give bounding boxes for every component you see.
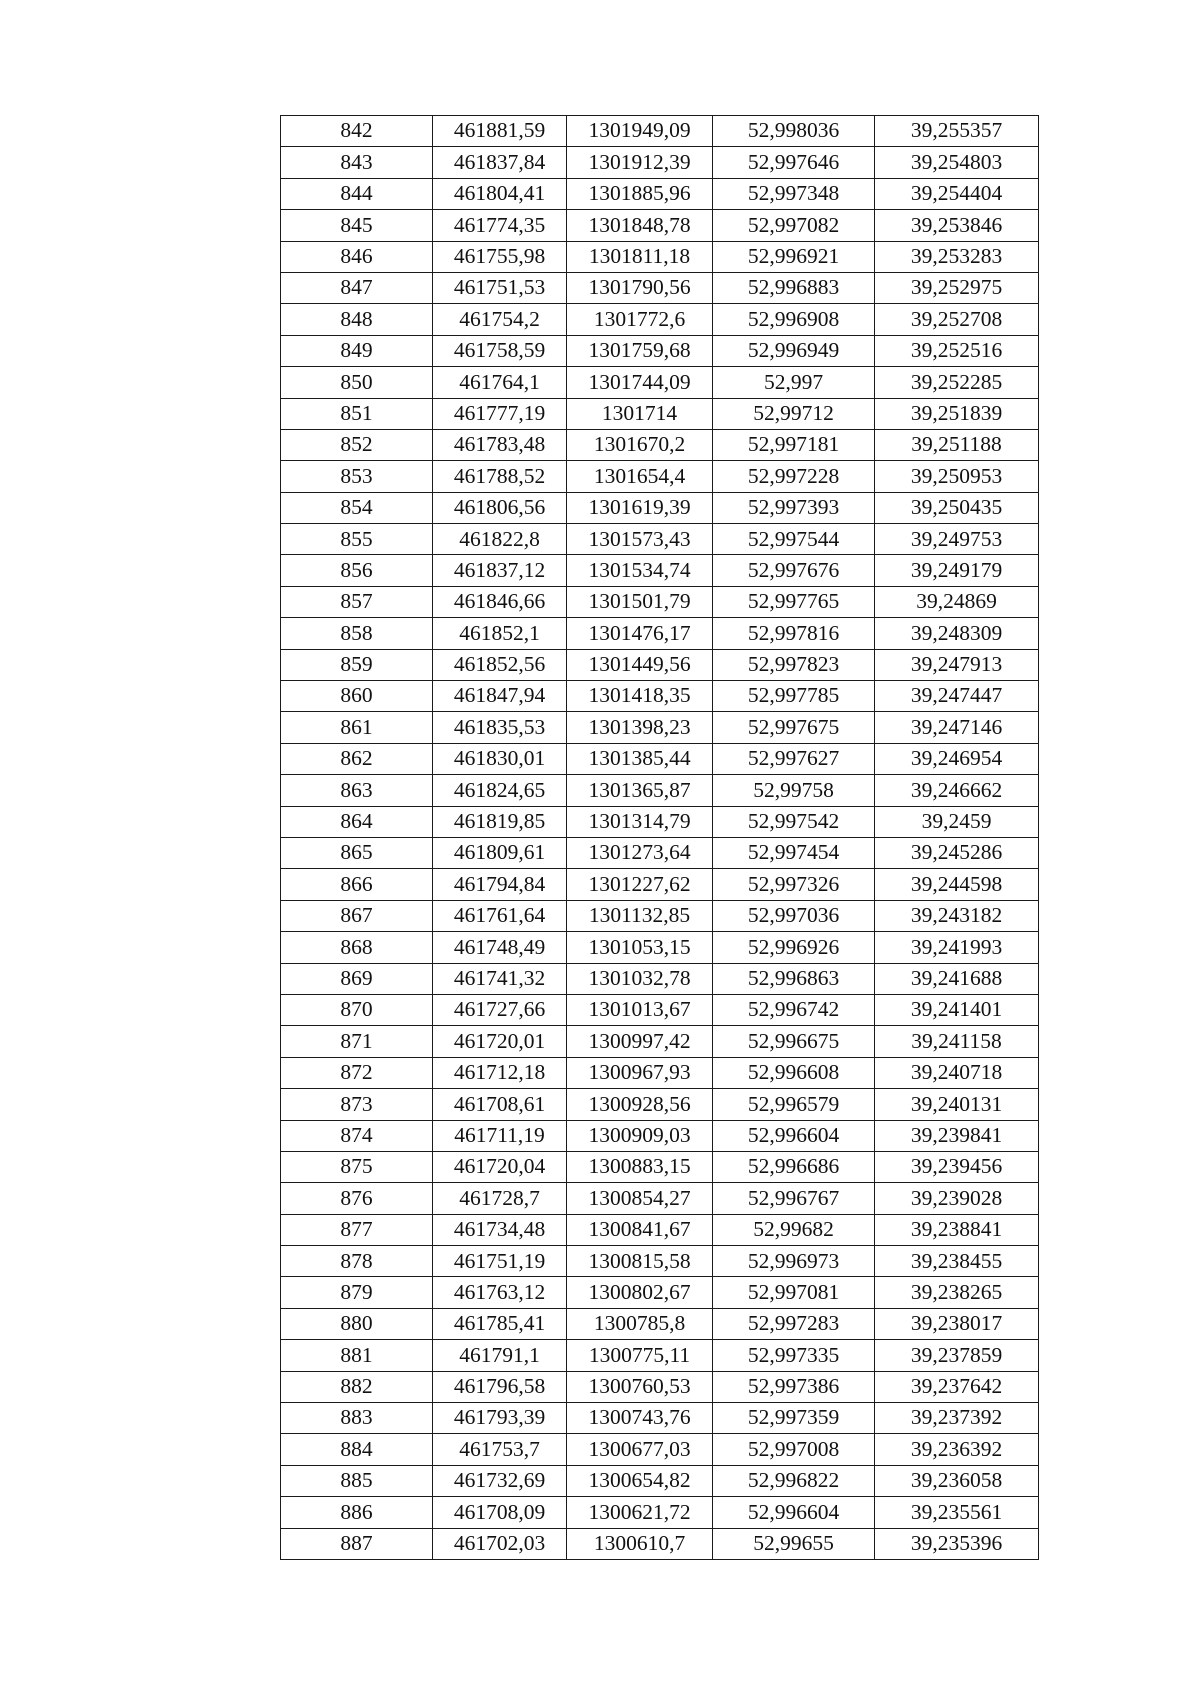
table-row <box>281 1308 1039 1339</box>
table-row <box>281 1214 1039 1245</box>
point-number-cell: 856 <box>281 555 433 586</box>
table-row <box>281 743 1039 774</box>
x-coordinate-cell: 461809,61 <box>433 837 567 868</box>
table-row <box>281 398 1039 429</box>
latitude-cell: 52,996921 <box>713 241 875 272</box>
latitude-cell: 52,997676 <box>713 555 875 586</box>
x-coordinate-cell: 461734,48 <box>433 1214 567 1245</box>
latitude-cell: 52,99655 <box>713 1528 875 1559</box>
x-coordinate-cell: 461852,1 <box>433 618 567 649</box>
x-coordinate-cell: 461748,49 <box>433 932 567 963</box>
x-coordinate-cell: 461755,98 <box>433 241 567 272</box>
x-coordinate-cell: 461763,12 <box>433 1277 567 1308</box>
table-row <box>281 1120 1039 1151</box>
x-coordinate-cell: 461712,18 <box>433 1057 567 1088</box>
latitude-cell: 52,996686 <box>713 1151 875 1182</box>
longitude-cell: 39,241401 <box>875 994 1039 1025</box>
latitude-cell: 52,997335 <box>713 1340 875 1371</box>
y-coordinate-cell: 1300883,15 <box>567 1151 713 1182</box>
y-coordinate-cell: 1300785,8 <box>567 1308 713 1339</box>
x-coordinate-cell: 461806,56 <box>433 492 567 523</box>
latitude-cell: 52,99682 <box>713 1214 875 1245</box>
point-number-cell: 845 <box>281 210 433 241</box>
longitude-cell: 39,239456 <box>875 1151 1039 1182</box>
point-number-cell: 879 <box>281 1277 433 1308</box>
longitude-cell: 39,253846 <box>875 210 1039 241</box>
longitude-cell: 39,241993 <box>875 932 1039 963</box>
x-coordinate-cell: 461794,84 <box>433 869 567 900</box>
longitude-cell: 39,254803 <box>875 147 1039 178</box>
point-number-cell: 874 <box>281 1120 433 1151</box>
y-coordinate-cell: 1301398,23 <box>567 712 713 743</box>
longitude-cell: 39,240131 <box>875 1089 1039 1120</box>
latitude-cell: 52,997283 <box>713 1308 875 1339</box>
longitude-cell: 39,239028 <box>875 1183 1039 1214</box>
y-coordinate-cell: 1301534,74 <box>567 555 713 586</box>
longitude-cell: 39,238841 <box>875 1214 1039 1245</box>
y-coordinate-cell: 1300841,67 <box>567 1214 713 1245</box>
longitude-cell: 39,238017 <box>875 1308 1039 1339</box>
y-coordinate-cell: 1301449,56 <box>567 649 713 680</box>
table-row <box>281 555 1039 586</box>
point-number-cell: 850 <box>281 367 433 398</box>
longitude-cell: 39,246954 <box>875 743 1039 774</box>
table-row <box>281 932 1039 963</box>
table-row <box>281 1277 1039 1308</box>
x-coordinate-cell: 461761,64 <box>433 900 567 931</box>
x-coordinate-cell: 461732,69 <box>433 1465 567 1496</box>
point-number-cell: 873 <box>281 1089 433 1120</box>
y-coordinate-cell: 1301949,09 <box>567 116 713 147</box>
longitude-cell: 39,253283 <box>875 241 1039 272</box>
longitude-cell: 39,251188 <box>875 429 1039 460</box>
longitude-cell: 39,243182 <box>875 900 1039 931</box>
table-row <box>281 1057 1039 1088</box>
x-coordinate-cell: 461791,1 <box>433 1340 567 1371</box>
latitude-cell: 52,997181 <box>713 429 875 460</box>
table-row <box>281 304 1039 335</box>
x-coordinate-cell: 461727,66 <box>433 994 567 1025</box>
latitude-cell: 52,997393 <box>713 492 875 523</box>
table-row <box>281 1371 1039 1402</box>
point-number-cell: 857 <box>281 586 433 617</box>
longitude-cell: 39,238265 <box>875 1277 1039 1308</box>
longitude-cell: 39,247447 <box>875 681 1039 712</box>
y-coordinate-cell: 1300854,27 <box>567 1183 713 1214</box>
x-coordinate-cell: 461774,35 <box>433 210 567 241</box>
latitude-cell: 52,997359 <box>713 1403 875 1434</box>
coordinates-table <box>280 115 1039 1560</box>
latitude-cell: 52,996767 <box>713 1183 875 1214</box>
y-coordinate-cell: 1301273,64 <box>567 837 713 868</box>
x-coordinate-cell: 461788,52 <box>433 461 567 492</box>
point-number-cell: 886 <box>281 1497 433 1528</box>
y-coordinate-cell: 1300775,11 <box>567 1340 713 1371</box>
longitude-cell: 39,241688 <box>875 963 1039 994</box>
x-coordinate-cell: 461728,7 <box>433 1183 567 1214</box>
latitude-cell: 52,996926 <box>713 932 875 963</box>
point-number-cell: 872 <box>281 1057 433 1088</box>
x-coordinate-cell: 461702,03 <box>433 1528 567 1559</box>
point-number-cell: 843 <box>281 147 433 178</box>
longitude-cell: 39,237392 <box>875 1403 1039 1434</box>
latitude-cell: 52,996608 <box>713 1057 875 1088</box>
y-coordinate-cell: 1301654,4 <box>567 461 713 492</box>
latitude-cell: 52,997228 <box>713 461 875 492</box>
x-coordinate-cell: 461835,53 <box>433 712 567 743</box>
point-number-cell: 853 <box>281 461 433 492</box>
y-coordinate-cell: 1301670,2 <box>567 429 713 460</box>
y-coordinate-cell: 1301501,79 <box>567 586 713 617</box>
y-coordinate-cell: 1301418,35 <box>567 681 713 712</box>
latitude-cell: 52,996883 <box>713 272 875 303</box>
table-row <box>281 1151 1039 1182</box>
latitude-cell: 52,997675 <box>713 712 875 743</box>
latitude-cell: 52,996908 <box>713 304 875 335</box>
y-coordinate-cell: 1301885,96 <box>567 178 713 209</box>
latitude-cell: 52,997765 <box>713 586 875 617</box>
table-row <box>281 869 1039 900</box>
longitude-cell: 39,236058 <box>875 1465 1039 1496</box>
y-coordinate-cell: 1301790,56 <box>567 272 713 303</box>
longitude-cell: 39,252975 <box>875 272 1039 303</box>
point-number-cell: 880 <box>281 1308 433 1339</box>
point-number-cell: 863 <box>281 775 433 806</box>
latitude-cell: 52,996822 <box>713 1465 875 1496</box>
longitude-cell: 39,2459 <box>875 806 1039 837</box>
latitude-cell: 52,997627 <box>713 743 875 774</box>
table-row <box>281 1089 1039 1120</box>
longitude-cell: 39,238455 <box>875 1246 1039 1277</box>
longitude-cell: 39,247146 <box>875 712 1039 743</box>
table-row <box>281 994 1039 1025</box>
x-coordinate-cell: 461837,84 <box>433 147 567 178</box>
y-coordinate-cell: 1301476,17 <box>567 618 713 649</box>
point-number-cell: 859 <box>281 649 433 680</box>
x-coordinate-cell: 461751,19 <box>433 1246 567 1277</box>
y-coordinate-cell: 1300677,03 <box>567 1434 713 1465</box>
longitude-cell: 39,254404 <box>875 178 1039 209</box>
point-number-cell: 855 <box>281 524 433 555</box>
y-coordinate-cell: 1301619,39 <box>567 492 713 523</box>
longitude-cell: 39,255357 <box>875 116 1039 147</box>
x-coordinate-cell: 461830,01 <box>433 743 567 774</box>
table-row <box>281 1528 1039 1559</box>
latitude-cell: 52,997823 <box>713 649 875 680</box>
point-number-cell: 849 <box>281 335 433 366</box>
point-number-cell: 869 <box>281 963 433 994</box>
y-coordinate-cell: 1300967,93 <box>567 1057 713 1088</box>
latitude-cell: 52,997 <box>713 367 875 398</box>
x-coordinate-cell: 461819,85 <box>433 806 567 837</box>
table-row <box>281 1497 1039 1528</box>
table-row <box>281 1403 1039 1434</box>
latitude-cell: 52,99758 <box>713 775 875 806</box>
y-coordinate-cell: 1301013,67 <box>567 994 713 1025</box>
y-coordinate-cell: 1301912,39 <box>567 147 713 178</box>
table-row <box>281 806 1039 837</box>
x-coordinate-cell: 461783,48 <box>433 429 567 460</box>
longitude-cell: 39,252285 <box>875 367 1039 398</box>
x-coordinate-cell: 461754,2 <box>433 304 567 335</box>
latitude-cell: 52,997036 <box>713 900 875 931</box>
table-row <box>281 272 1039 303</box>
y-coordinate-cell: 1301848,78 <box>567 210 713 241</box>
latitude-cell: 52,99712 <box>713 398 875 429</box>
longitude-cell: 39,240718 <box>875 1057 1039 1088</box>
x-coordinate-cell: 461751,53 <box>433 272 567 303</box>
x-coordinate-cell: 461764,1 <box>433 367 567 398</box>
point-number-cell: 854 <box>281 492 433 523</box>
point-number-cell: 871 <box>281 1026 433 1057</box>
point-number-cell: 866 <box>281 869 433 900</box>
x-coordinate-cell: 461837,12 <box>433 555 567 586</box>
x-coordinate-cell: 461793,39 <box>433 1403 567 1434</box>
x-coordinate-cell: 461785,41 <box>433 1308 567 1339</box>
table-row <box>281 178 1039 209</box>
table-row <box>281 1434 1039 1465</box>
point-number-cell: 842 <box>281 116 433 147</box>
latitude-cell: 52,997544 <box>713 524 875 555</box>
latitude-cell: 52,996675 <box>713 1026 875 1057</box>
point-number-cell: 862 <box>281 743 433 774</box>
table-row <box>281 147 1039 178</box>
point-number-cell: 870 <box>281 994 433 1025</box>
x-coordinate-cell: 461822,8 <box>433 524 567 555</box>
x-coordinate-cell: 461824,65 <box>433 775 567 806</box>
y-coordinate-cell: 1301714 <box>567 398 713 429</box>
longitude-cell: 39,249753 <box>875 524 1039 555</box>
table-row <box>281 1183 1039 1214</box>
point-number-cell: 875 <box>281 1151 433 1182</box>
table-row <box>281 712 1039 743</box>
point-number-cell: 844 <box>281 178 433 209</box>
point-number-cell: 887 <box>281 1528 433 1559</box>
y-coordinate-cell: 1300760,53 <box>567 1371 713 1402</box>
table-row <box>281 1340 1039 1371</box>
y-coordinate-cell: 1301744,09 <box>567 367 713 398</box>
y-coordinate-cell: 1301314,79 <box>567 806 713 837</box>
latitude-cell: 52,997816 <box>713 618 875 649</box>
y-coordinate-cell: 1300743,76 <box>567 1403 713 1434</box>
y-coordinate-cell: 1300997,42 <box>567 1026 713 1057</box>
point-number-cell: 876 <box>281 1183 433 1214</box>
longitude-cell: 39,247913 <box>875 649 1039 680</box>
x-coordinate-cell: 461741,32 <box>433 963 567 994</box>
table-row <box>281 775 1039 806</box>
latitude-cell: 52,997348 <box>713 178 875 209</box>
point-number-cell: 851 <box>281 398 433 429</box>
table-row <box>281 492 1039 523</box>
x-coordinate-cell: 461758,59 <box>433 335 567 366</box>
table-row <box>281 116 1039 147</box>
x-coordinate-cell: 461711,19 <box>433 1120 567 1151</box>
longitude-cell: 39,245286 <box>875 837 1039 868</box>
latitude-cell: 52,997785 <box>713 681 875 712</box>
table-row <box>281 586 1039 617</box>
x-coordinate-cell: 461720,04 <box>433 1151 567 1182</box>
x-coordinate-cell: 461846,66 <box>433 586 567 617</box>
point-number-cell: 846 <box>281 241 433 272</box>
y-coordinate-cell: 1301032,78 <box>567 963 713 994</box>
latitude-cell: 52,996579 <box>713 1089 875 1120</box>
y-coordinate-cell: 1301365,87 <box>567 775 713 806</box>
longitude-cell: 39,244598 <box>875 869 1039 900</box>
table-row <box>281 1026 1039 1057</box>
latitude-cell: 52,997454 <box>713 837 875 868</box>
x-coordinate-cell: 461753,7 <box>433 1434 567 1465</box>
longitude-cell: 39,250953 <box>875 461 1039 492</box>
x-coordinate-cell: 461708,61 <box>433 1089 567 1120</box>
longitude-cell: 39,24869 <box>875 586 1039 617</box>
table-row <box>281 367 1039 398</box>
table-row <box>281 618 1039 649</box>
longitude-cell: 39,248309 <box>875 618 1039 649</box>
point-number-cell: 881 <box>281 1340 433 1371</box>
table-row <box>281 429 1039 460</box>
y-coordinate-cell: 1301759,68 <box>567 335 713 366</box>
x-coordinate-cell: 461708,09 <box>433 1497 567 1528</box>
longitude-cell: 39,252708 <box>875 304 1039 335</box>
point-number-cell: 867 <box>281 900 433 931</box>
longitude-cell: 39,235396 <box>875 1528 1039 1559</box>
latitude-cell: 52,996949 <box>713 335 875 366</box>
longitude-cell: 39,239841 <box>875 1120 1039 1151</box>
table-row <box>281 1465 1039 1496</box>
x-coordinate-cell: 461777,19 <box>433 398 567 429</box>
x-coordinate-cell: 461847,94 <box>433 681 567 712</box>
latitude-cell: 52,996973 <box>713 1246 875 1277</box>
x-coordinate-cell: 461804,41 <box>433 178 567 209</box>
table-row <box>281 210 1039 241</box>
point-number-cell: 852 <box>281 429 433 460</box>
x-coordinate-cell: 461720,01 <box>433 1026 567 1057</box>
point-number-cell: 864 <box>281 806 433 837</box>
latitude-cell: 52,997081 <box>713 1277 875 1308</box>
point-number-cell: 877 <box>281 1214 433 1245</box>
longitude-cell: 39,249179 <box>875 555 1039 586</box>
longitude-cell: 39,252516 <box>875 335 1039 366</box>
table-row <box>281 900 1039 931</box>
point-number-cell: 847 <box>281 272 433 303</box>
latitude-cell: 52,996604 <box>713 1497 875 1528</box>
y-coordinate-cell: 1301227,62 <box>567 869 713 900</box>
table-row <box>281 649 1039 680</box>
point-number-cell: 878 <box>281 1246 433 1277</box>
latitude-cell: 52,997326 <box>713 869 875 900</box>
table-row <box>281 461 1039 492</box>
longitude-cell: 39,250435 <box>875 492 1039 523</box>
y-coordinate-cell: 1300928,56 <box>567 1089 713 1120</box>
y-coordinate-cell: 1300621,72 <box>567 1497 713 1528</box>
y-coordinate-cell: 1301053,15 <box>567 932 713 963</box>
longitude-cell: 39,246662 <box>875 775 1039 806</box>
y-coordinate-cell: 1300654,82 <box>567 1465 713 1496</box>
latitude-cell: 52,997082 <box>713 210 875 241</box>
x-coordinate-cell: 461881,59 <box>433 116 567 147</box>
point-number-cell: 848 <box>281 304 433 335</box>
table-row <box>281 681 1039 712</box>
table-row <box>281 335 1039 366</box>
latitude-cell: 52,997542 <box>713 806 875 837</box>
longitude-cell: 39,241158 <box>875 1026 1039 1057</box>
point-number-cell: 858 <box>281 618 433 649</box>
point-number-cell: 885 <box>281 1465 433 1496</box>
x-coordinate-cell: 461796,58 <box>433 1371 567 1402</box>
point-number-cell: 861 <box>281 712 433 743</box>
latitude-cell: 52,998036 <box>713 116 875 147</box>
y-coordinate-cell: 1301385,44 <box>567 743 713 774</box>
latitude-cell: 52,997008 <box>713 1434 875 1465</box>
latitude-cell: 52,996604 <box>713 1120 875 1151</box>
point-number-cell: 860 <box>281 681 433 712</box>
point-number-cell: 884 <box>281 1434 433 1465</box>
y-coordinate-cell: 1301573,43 <box>567 524 713 555</box>
point-number-cell: 882 <box>281 1371 433 1402</box>
latitude-cell: 52,997386 <box>713 1371 875 1402</box>
point-number-cell: 865 <box>281 837 433 868</box>
point-number-cell: 868 <box>281 932 433 963</box>
y-coordinate-cell: 1300802,67 <box>567 1277 713 1308</box>
longitude-cell: 39,235561 <box>875 1497 1039 1528</box>
table-row <box>281 241 1039 272</box>
latitude-cell: 52,996742 <box>713 994 875 1025</box>
y-coordinate-cell: 1300815,58 <box>567 1246 713 1277</box>
longitude-cell: 39,237859 <box>875 1340 1039 1371</box>
table-row <box>281 1246 1039 1277</box>
x-coordinate-cell: 461852,56 <box>433 649 567 680</box>
table-row <box>281 963 1039 994</box>
y-coordinate-cell: 1300909,03 <box>567 1120 713 1151</box>
table-row <box>281 837 1039 868</box>
coordinates-table-body <box>281 116 1039 1560</box>
latitude-cell: 52,996863 <box>713 963 875 994</box>
longitude-cell: 39,236392 <box>875 1434 1039 1465</box>
y-coordinate-cell: 1301772,6 <box>567 304 713 335</box>
y-coordinate-cell: 1300610,7 <box>567 1528 713 1559</box>
longitude-cell: 39,251839 <box>875 398 1039 429</box>
point-number-cell: 883 <box>281 1403 433 1434</box>
longitude-cell: 39,237642 <box>875 1371 1039 1402</box>
y-coordinate-cell: 1301811,18 <box>567 241 713 272</box>
latitude-cell: 52,997646 <box>713 147 875 178</box>
y-coordinate-cell: 1301132,85 <box>567 900 713 931</box>
table-row <box>281 524 1039 555</box>
